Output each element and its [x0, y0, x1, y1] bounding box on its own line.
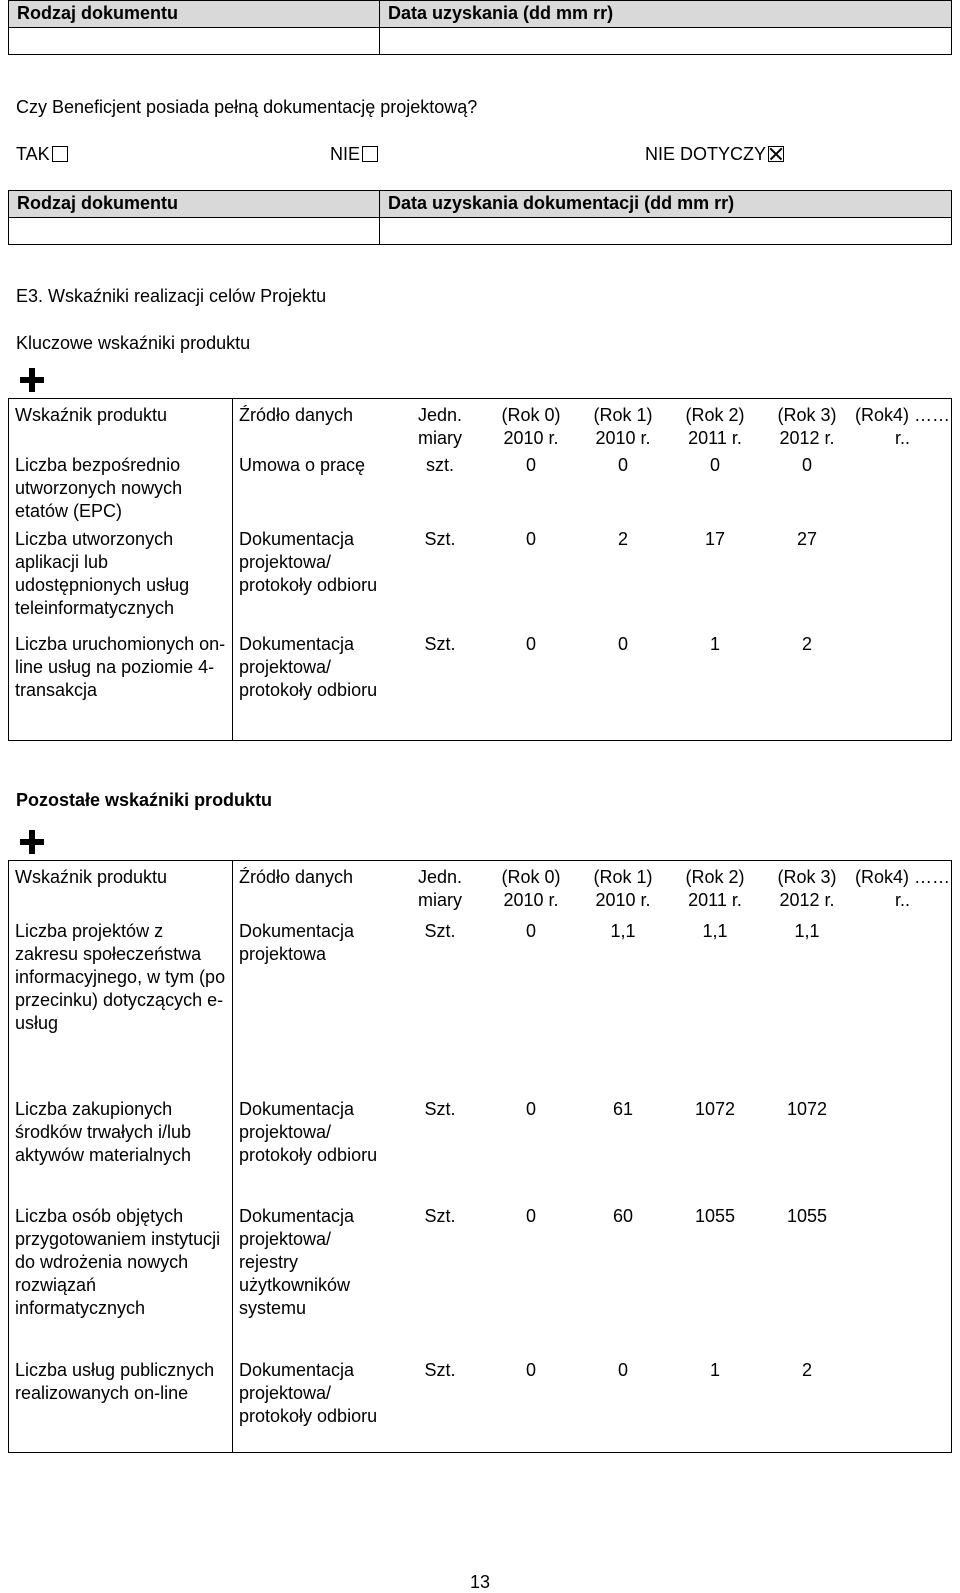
- row-indicator: Liczba projektów z zakresu społeczeństwa informacyjnego, w tym (po przecinku) dotyczących e-usług: [15, 921, 226, 1033]
- hdr-y2: (Rok 2) 2011 r.: [685, 405, 745, 448]
- row-unit: Szt.: [424, 634, 456, 654]
- row-y0: 0: [525, 921, 536, 941]
- row-y3: 0: [801, 455, 812, 475]
- row-unit: Szt.: [424, 529, 456, 549]
- row-y4: [853, 1357, 952, 1430]
- hdr-y3: (Rok 3) 2012 r.: [777, 405, 837, 448]
- checkbox-nie-icon[interactable]: [362, 146, 378, 162]
- row-indicator: Liczba utworzonych aplikacji lub udostępnionych usług teleinformatycznych: [15, 529, 190, 618]
- table-row: [8, 1203, 952, 1357]
- row-indicator: Liczba usług publicznych realizowanych on-line: [15, 1360, 215, 1403]
- hdr-y0: (Rok 0) 2010 r.: [501, 405, 561, 448]
- other-indicators-table: [8, 864, 952, 1430]
- row-y4: [853, 918, 952, 1096]
- table-row: [8, 918, 952, 1096]
- row-y4: [853, 631, 952, 704]
- row-source: Dokumentacja projektowa/ protokoły odbioru: [239, 1099, 378, 1165]
- hdr-y4: (Rok4) ……r..: [854, 405, 950, 448]
- doc2-date-header: Data uzyskania dokumentacji (dd mm rr): [380, 191, 952, 218]
- hdr-indicator: Wskaźnik produktu: [15, 405, 168, 425]
- document-table-top: [8, 0, 952, 55]
- hdr-unit: Jedn. miary: [417, 405, 463, 448]
- option-nie-dotyczy-label: NIE DOTYCZY: [645, 144, 767, 164]
- option-tak[interactable]: [16, 144, 68, 165]
- row-y2: 1: [709, 634, 720, 654]
- section-title: E3. Wskaźniki realizacji celów Projektu: [16, 286, 327, 306]
- row-indicator: Liczba uruchomionych on-line usług na poziomie 4-transakcja: [15, 634, 226, 700]
- row-y1: 1,1: [610, 921, 636, 941]
- hdr-source: Źródło danych: [239, 405, 354, 425]
- option-tak-label: TAK: [16, 144, 50, 164]
- row-y1: 0: [617, 634, 628, 654]
- table-row: [8, 631, 952, 704]
- row-indicator: Liczba bezpośrednio utworzonych nowych etatów (EPC): [15, 455, 183, 521]
- hdr-source: Źródło danych: [239, 867, 354, 887]
- doc-type-header: Rodzaj dokumentu: [9, 1, 380, 28]
- hdr-y0: (Rok 0) 2010 r.: [501, 867, 561, 910]
- row-y1: 60: [612, 1206, 634, 1226]
- add-row-plus-icon[interactable]: [20, 368, 44, 392]
- row-y1: 2: [617, 529, 628, 549]
- doc2-date-cell[interactable]: [380, 218, 952, 245]
- row-y0: 0: [525, 455, 536, 475]
- row-y0: 0: [525, 1360, 536, 1380]
- row-y2: 17: [704, 529, 726, 549]
- key-indicators-title: Kluczowe wskaźniki produktu: [16, 333, 251, 353]
- hdr-y4: (Rok4) ……r..: [854, 867, 950, 910]
- row-y1: 0: [617, 455, 628, 475]
- row-y2: 1: [709, 1360, 720, 1380]
- option-nie-dotyczy[interactable]: [645, 144, 784, 165]
- row-y1: 0: [617, 1360, 628, 1380]
- row-unit: Szt.: [424, 921, 456, 941]
- table-row: [8, 1096, 952, 1203]
- row-y0: 0: [525, 634, 536, 654]
- row-y0: 0: [525, 1206, 536, 1226]
- documentation-question: Czy Beneficjent posiada pełną dokumentację projektową?: [16, 97, 478, 117]
- row-source: Dokumentacja projektowa: [239, 921, 355, 964]
- row-unit: Szt.: [424, 1360, 456, 1380]
- row-y3: 2: [801, 634, 812, 654]
- other-indicators-title: Pozostałe wskaźniki produktu: [16, 790, 273, 810]
- checkbox-checked-icon[interactable]: [768, 146, 784, 162]
- row-indicator: Liczba zakupionych środków trwałych i/lub aktywów materialnych: [15, 1099, 192, 1165]
- table-row: [8, 1357, 952, 1430]
- row-unit: szt.: [425, 455, 454, 475]
- hdr-y1: (Rok 1) 2010 r.: [593, 867, 653, 910]
- row-source: Dokumentacja projektowa/ protokoły odbioru: [239, 1360, 378, 1426]
- option-nie[interactable]: [330, 144, 378, 165]
- key-header-row: [8, 402, 952, 452]
- row-y4: [853, 1203, 952, 1357]
- document-table-docs: [8, 190, 952, 245]
- page-number: 13: [469, 1572, 491, 1592]
- doc-type-cell[interactable]: [9, 28, 380, 55]
- table-row: [8, 526, 952, 631]
- hdr-unit: Jedn. miary: [417, 867, 463, 910]
- table-row: [8, 452, 952, 526]
- hdr-y1: (Rok 1) 2010 r.: [593, 405, 653, 448]
- row-source: Dokumentacja projektowa/ protokoły odbioru: [239, 634, 378, 700]
- option-nie-label: NIE: [330, 144, 361, 164]
- key-indicators-table: [8, 402, 952, 704]
- row-y4: [853, 452, 952, 526]
- row-y0: 0: [525, 529, 536, 549]
- row-y2: 1072: [694, 1099, 736, 1119]
- doc-date-cell[interactable]: [380, 28, 952, 55]
- row-y0: 0: [525, 1099, 536, 1119]
- row-y3: 2: [801, 1360, 812, 1380]
- row-indicator: Liczba osób objętych przygotowaniem instytucji do wdrożenia nowych rozwiązań informatycznych: [15, 1206, 221, 1318]
- doc2-type-cell[interactable]: [9, 218, 380, 245]
- row-y3: 1,1: [794, 921, 820, 941]
- row-y3: 27: [796, 529, 818, 549]
- hdr-y2: (Rok 2) 2011 r.: [685, 867, 745, 910]
- row-y3: 1072: [786, 1099, 828, 1119]
- row-y2: 1,1: [702, 921, 728, 941]
- hdr-indicator: Wskaźnik produktu: [15, 867, 168, 887]
- row-source: Dokumentacja projektowa/ protokoły odbioru: [239, 529, 378, 595]
- add-row-plus-icon[interactable]: [20, 830, 44, 854]
- row-y3: 1055: [786, 1206, 828, 1226]
- row-unit: Szt.: [424, 1206, 456, 1226]
- row-source: Dokumentacja projektowa/ rejestry użytkowników systemu: [239, 1206, 355, 1318]
- doc-date-header: Data uzyskania (dd mm rr): [380, 1, 952, 28]
- row-source: Umowa o pracę: [239, 455, 366, 475]
- row-y4: [853, 526, 952, 631]
- hdr-y3: (Rok 3) 2012 r.: [777, 867, 837, 910]
- row-unit: Szt.: [424, 1099, 456, 1119]
- checkbox-tak-icon[interactable]: [52, 146, 68, 162]
- row-y1: 61: [612, 1099, 634, 1119]
- doc2-type-header: Rodzaj dokumentu: [9, 191, 380, 218]
- other-header-row: [8, 864, 952, 918]
- row-y4: [853, 1096, 952, 1203]
- row-y2: 1055: [694, 1206, 736, 1226]
- row-y2: 0: [709, 455, 720, 475]
